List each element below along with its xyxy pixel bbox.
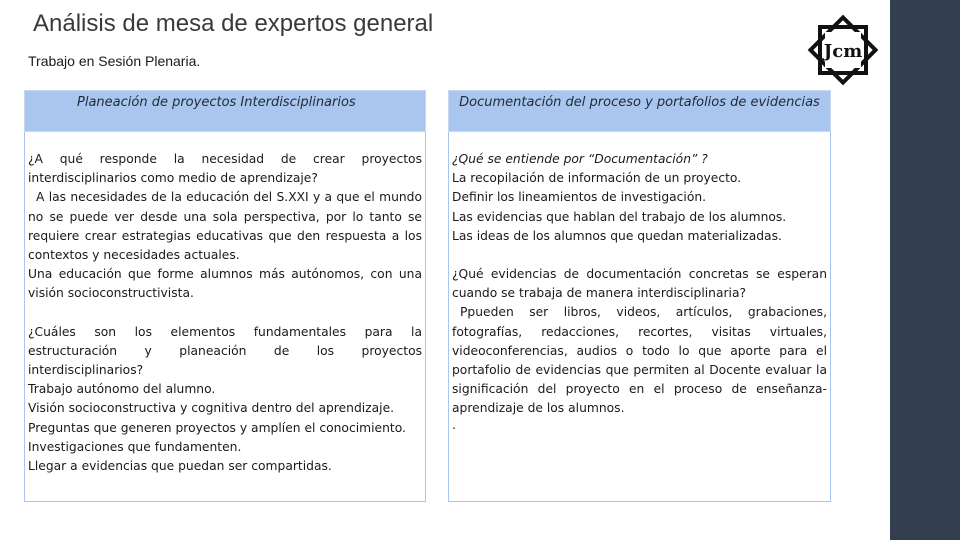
sidebar-band	[890, 0, 960, 540]
documentation-heading: Documentación del proceso y portafolios de evidencias	[448, 90, 831, 132]
planning-item: Trabajo autónomo del alumno.	[28, 382, 216, 397]
planning-item: Investigaciones que fundamenten.	[28, 439, 242, 454]
documentation-item: Definir los lineamientos de investigación.	[452, 190, 707, 205]
planning-item: Llegar a evidencias que puedan ser compartidas.	[28, 459, 332, 474]
planning-body	[24, 132, 426, 502]
jcm-logo	[803, 10, 883, 90]
documentation-item: Las evidencias que hablan del trabajo de los alumnos.	[452, 209, 787, 224]
documentation-answer-2: Ppueden ser libros, videos, artículos, grabaciones, fotografías, redacciones, recortes, visitas virtuales, videoconferencias, audios o todo lo que aporte para el portafolio de evidencias que permiten al Docente evaluar la significación del proyecto en el proceso de enseñanza-aprendizaje de los alumnos.	[452, 305, 827, 416]
planning-item: Preguntas que generen proyectos y amplíen el conocimiento.	[28, 420, 406, 435]
documentation-column	[448, 90, 831, 502]
planning-answer-1a: A las necesidades de la educación del S.XXI y a que el mundo no se puede ver desde una sola perspectiva, por lo tanto se requiere crear estrategias educativas que den respuesta a los contextos y necesidades actuales.	[28, 190, 422, 263]
documentation-trailing-dot: .	[452, 417, 456, 432]
documentation-question-2: ¿Qué evidencias de documentación concretas se esperan cuando se trabaja de manera interdisciplinaria?	[452, 267, 827, 301]
planning-question-1: ¿A qué responde la necesidad de crear proyectos interdisciplinarios como medio de aprendizaje?	[28, 152, 422, 186]
documentation-body	[448, 132, 831, 502]
logo-text: Jcm	[823, 41, 863, 62]
slide-subtitle: Trabajo en Sesión Plenaria.	[28, 53, 201, 69]
planning-column	[24, 90, 426, 502]
planning-question-2: ¿Cuáles son los elementos fundamentales para la estructuración y planeación de los proyectos interdisciplinarios?	[28, 324, 422, 378]
planning-answer-1b: Una educación que forme alumnos más autónomos, con una visión socioconstructivista.	[28, 267, 422, 301]
planning-heading: Planeación de proyectos Interdisciplinarios	[24, 90, 426, 132]
slide-title: Análisis de mesa de expertos general	[33, 10, 434, 37]
documentation-item: La recopilación de información de un proyecto.	[452, 171, 742, 186]
documentation-item: Las ideas de los alumnos que quedan materializadas.	[452, 228, 782, 243]
documentation-question-1: ¿Qué se entiende por “Documentación” ?	[452, 152, 708, 166]
planning-item: Visión socioconstructiva y cognitiva dentro del aprendizaje.	[28, 401, 395, 416]
